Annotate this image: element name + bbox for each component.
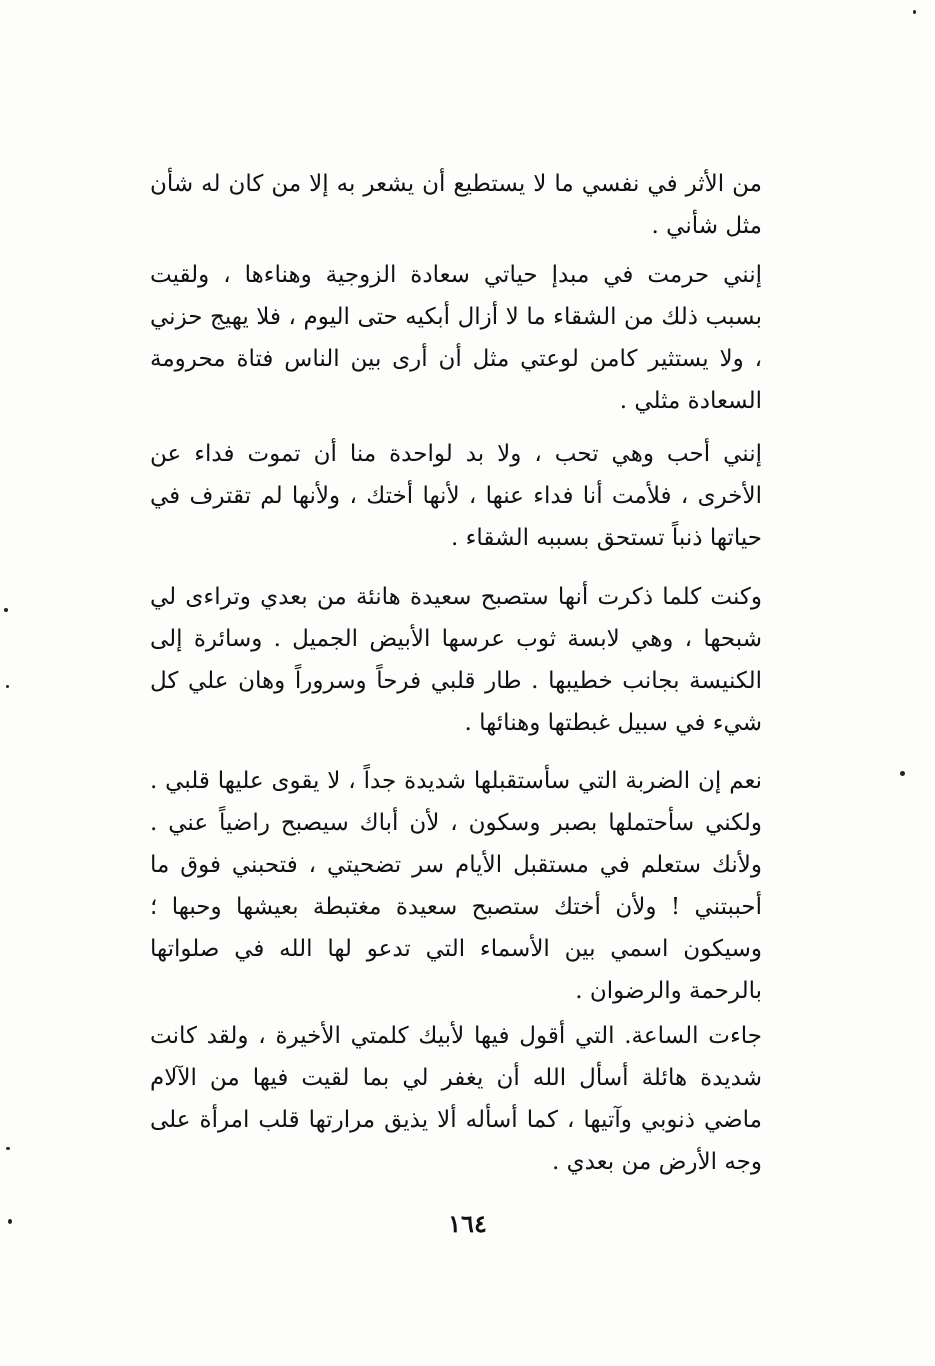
scan-speck: [913, 10, 916, 14]
paragraph-3: إنني أحب وهي تحب ، ولا بد لواحدة منا أن تموت فداء عن الأخرى ، فلأمت أنا فداء عنها ، لأنها أختك ، ولأنها لم تقترف في حياتها ذنباً تستحق بسببه الشقاء .: [150, 441, 762, 551]
scan-speck: [6, 1147, 10, 1150]
scan-speck: [4, 608, 8, 612]
paragraph-1: من الأثر في نفسي ما لا يستطيع أن يشعر به إلا من كان له شأن مثل شأني .: [150, 171, 762, 239]
scan-speck: [6, 685, 9, 688]
paragraph-4: وكنت كلما ذكرت أنها ستصبح سعيدة هانئة من بعدي وتراءى لي شبحها ، وهي لابسة ثوب عرسها الأبيض الجميل . وسائرة إلى الكنيسة بجانب خطيبها . طار قلبي فرحاً وسروراً وهان علي كل شيء في سبيل غبطتها وهنائها .: [150, 584, 762, 736]
page-number: ١٦٤: [448, 1209, 487, 1238]
paragraph-5: نعم إن الضربة التي سأستقبلها شديدة جداً ، لا يقوى عليها قلبي . ولكني سأحتملها بصبر وسكون ، لأن أباك سيصبح راضياً عني . ولأنك ستعلم في مستقبل الأيام سر تضحيتي ، فتحبني فوق ما أحببتني ! ولأن أختك ستصبح سعيدة مغتبطة بعيشها وحبها ؛ وسيكون اسمي بين الأسماء التي تدعو لها الله في صلواتها بالرحمة والرضوان .: [150, 768, 762, 1004]
paragraph-6: جاءت الساعة. التي أقول فيها لأبيك كلمتي الأخيرة ، ولقد كانت شديدة هائلة أسأل الله أن يغفر لي بما لقيت فيها من الآلام ماضي ذنوبي وآتيها ، كما أسأله ألا يذيق مرارتها قلب امرأة على وجه الأرض من بعدي .: [150, 1023, 762, 1175]
scan-speck: [900, 771, 905, 776]
scan-speck: [8, 1219, 12, 1224]
paragraph-2: إنني حرمت في مبدإ حياتي سعادة الزوجية وهناءها ، ولقيت بسبب ذلك من الشقاء ما لا أزال أبكيه حتى اليوم ، فلا يهيج حزني ، ولا يستثير كامن لوعتي مثل أن أرى بين الناس فتاة محرومة السعادة مثلي .: [150, 262, 762, 414]
